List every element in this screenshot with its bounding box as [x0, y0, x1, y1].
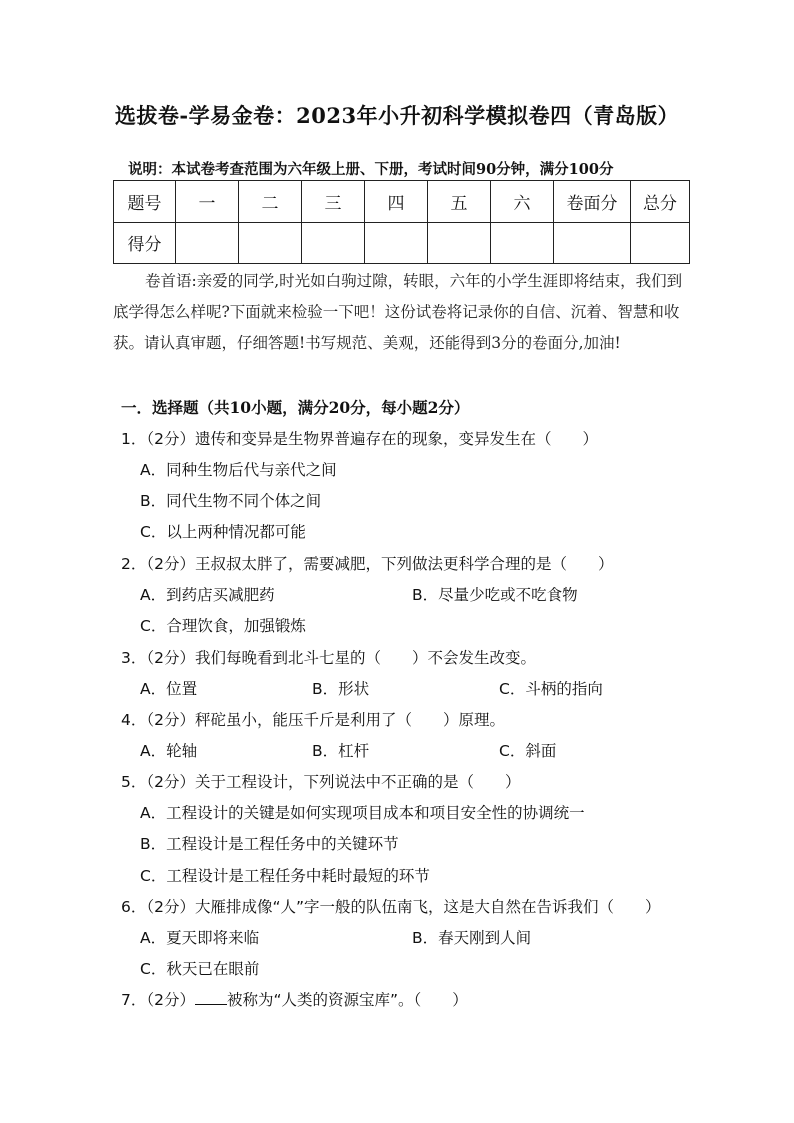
option: B．春天刚到人间 [412, 929, 532, 947]
score-header-cell: 三 [302, 181, 365, 223]
score-row-label: 得分 [114, 222, 176, 264]
option: C．秋天已在眼前 [140, 960, 260, 978]
option: C．斜面 [499, 742, 557, 760]
option: B．尽量少吃或不吃食物 [412, 586, 578, 604]
score-table-score-row [114, 222, 690, 264]
option: A．位置 [140, 680, 198, 698]
option: A．夏天即将来临 [140, 929, 260, 947]
option: B．工程设计是工程任务中的关键环节 [140, 835, 399, 853]
question-stem: 5．（2分）关于工程设计，下列说法中不正确的是（ ） [121, 773, 521, 791]
option: B．杠杆 [312, 742, 370, 760]
option: A．工程设计的关键是如何实现项目成本和项目安全性的协调统一 [140, 804, 585, 822]
answer-blank [195, 990, 227, 1005]
option: C．斗柄的指向 [499, 680, 603, 698]
score-cell [554, 222, 631, 264]
score-header-cell: 四 [365, 181, 428, 223]
option: A．同种生物后代与亲代之间 [140, 461, 337, 479]
question-stem-suffix: 被称为“人类的资源宝库”。（ ） [226, 991, 468, 1009]
score-header-cell: 卷面分 [554, 181, 631, 223]
score-cell [176, 222, 239, 264]
exam-note: 说明：本试卷考查范围为六年级上册、下册，考试时间90分钟，满分100分 [128, 161, 614, 178]
question-stem: 4．（2分）秤砣虽小，能压千斤是利用了（ ）原理。 [121, 711, 505, 729]
score-header-cell: 二 [239, 181, 302, 223]
option: A．轮轴 [140, 742, 198, 760]
preface-text: 卷首语:亲爱的同学,时光如白驹过隙，转眼，六年的小学生涯即将结束，我们到底学得怎么样呢?下面就来检验一下吧！这份试卷将记录你的自信、沉着、智慧和收获。请认真审题，仔细答题!书写规范、美观，还能得到3分的卷面分,加油! [113, 272, 683, 352]
question-stem: 2．（2分）王叔叔太胖了，需要减肥，下列做法更科学合理的是（ ） [121, 555, 614, 573]
score-header-cell: 五 [428, 181, 491, 223]
score-cell [428, 222, 491, 264]
page-title: 选拔卷-学易金卷：2023年小升初科学模拟卷四（青岛版） [114, 103, 680, 128]
score-cell [491, 222, 554, 264]
option: C．以上两种情况都可能 [140, 523, 306, 541]
section-heading: 一．选择题（共10小题，满分20分，每小题2分） [121, 398, 470, 417]
option: B．同代生物不同个体之间 [140, 492, 322, 510]
score-cell [365, 222, 428, 264]
option: A．到药店买减肥药 [140, 586, 275, 604]
question-stem [121, 988, 468, 1010]
question-stem: 1．（2分）遗传和变异是生物界普遍存在的现象，变异发生在（ ） [121, 430, 598, 448]
score-table-header-row [114, 181, 690, 223]
score-table [113, 180, 690, 264]
score-header-cell: 总分 [631, 181, 690, 223]
question-stem: 6．（2分）大雁排成像“人”字一般的队伍南飞，这是大自然在告诉我们（ ） [121, 898, 661, 916]
option: B．形状 [312, 680, 370, 698]
score-header-cell: 一 [176, 181, 239, 223]
score-cell [631, 222, 690, 264]
score-cell [239, 222, 302, 264]
score-cell [302, 222, 365, 264]
score-header-cell: 六 [491, 181, 554, 223]
score-header-cell: 题号 [114, 181, 176, 223]
question-stem: 3．（2分）我们每晚看到北斗七星的（ ）不会发生改变。 [121, 649, 536, 667]
option: C．工程设计是工程任务中耗时最短的环节 [140, 867, 430, 885]
option: C．合理饮食，加强锻炼 [140, 617, 306, 635]
question-stem-prefix: 7．（2分） [121, 991, 195, 1009]
